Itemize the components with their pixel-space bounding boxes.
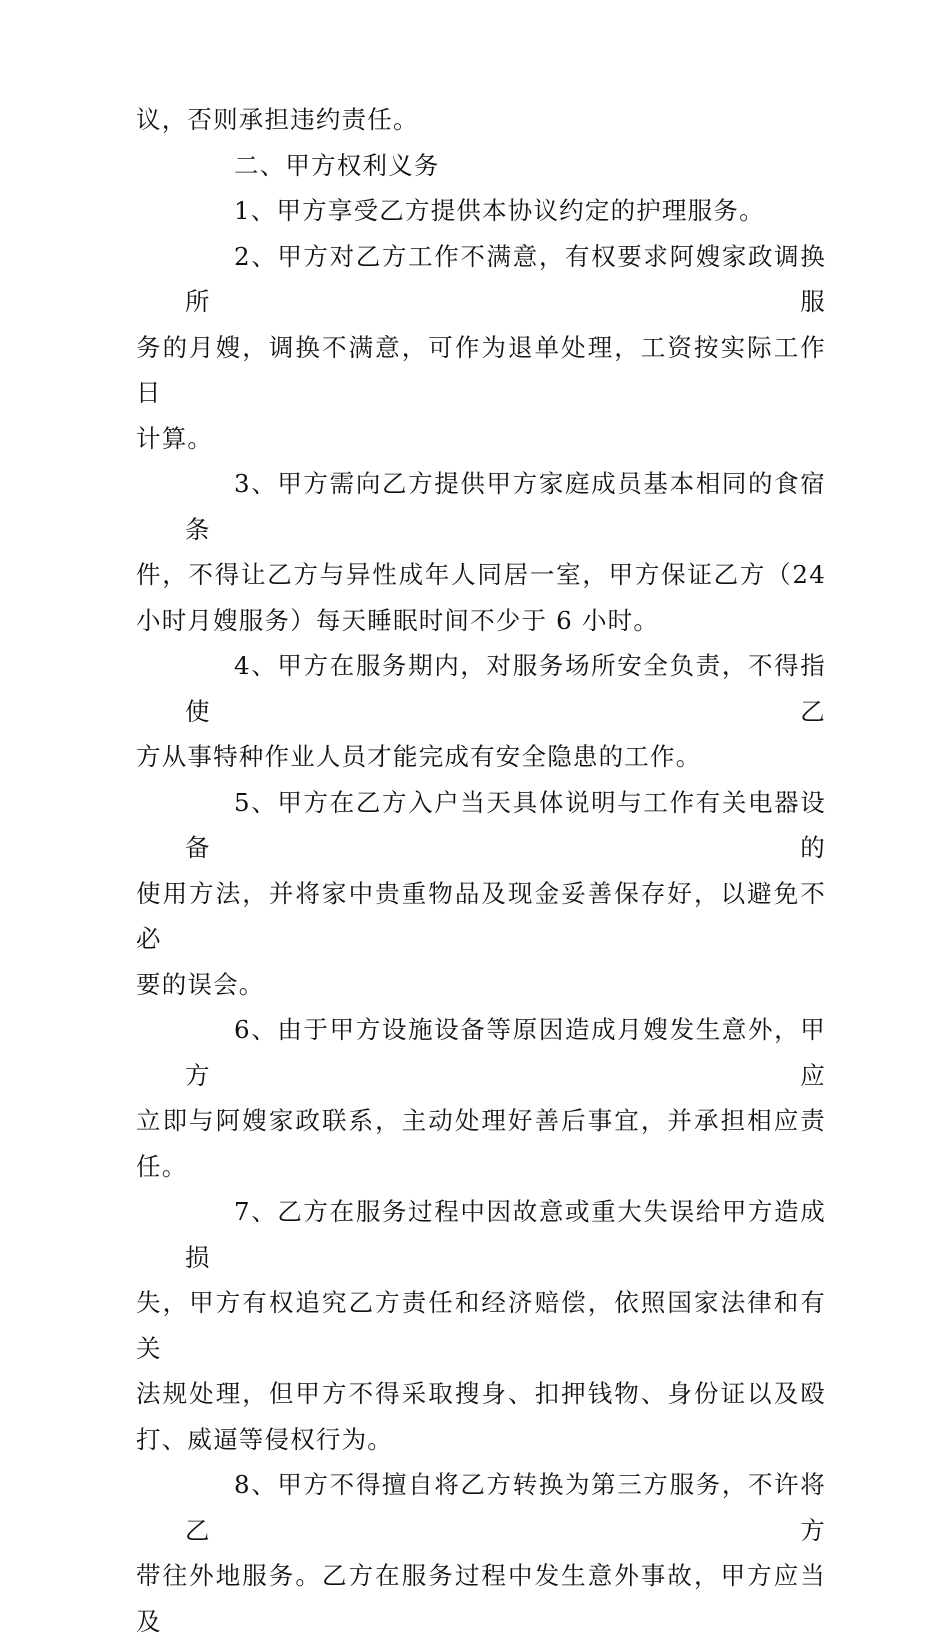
clause-7-line-3: 法规处理，但甲方不得采取搜身、扣押钱物、身份证以及殴 <box>136 1379 826 1408</box>
clause-8-line-1: 8、甲方不得擅自将乙方转换为第三方服务，不许将乙方 <box>185 1470 826 1545</box>
clause-6-line-1: 6、由于甲方设施设备等原因造成月嫂发生意外，甲方应 <box>185 1015 826 1090</box>
clause-2-line-2: 务的月嫂，调换不满意，可作为退单处理，工资按实际工作日 <box>136 332 826 407</box>
clause-5-line-2: 使用方法，并将家中贵重物品及现金妥善保存好，以避免不必 <box>136 878 826 953</box>
section-heading: 二、甲方权利义务 <box>234 150 440 180</box>
clause-3-line-3: 小时月嫂服务）每天睡眠时间不少于 6 小时。 <box>136 605 660 635</box>
clause-8-line-2: 带往外地服务。乙方在服务过程中发生意外事故，甲方应当及 <box>136 1561 826 1636</box>
clause-5-line-1: 5、甲方在乙方入户当天具体说明与工作有关电器设备的 <box>185 787 826 862</box>
clause-7-line-2: 失，甲方有权追究乙方责任和经济赔偿，依照国家法律和有关 <box>136 1288 826 1363</box>
clause-2-line-3: 计算。 <box>136 423 214 453</box>
clause-3-line-2: 件，不得让乙方与异性成年人同居一室，甲方保证乙方（24 <box>136 560 826 589</box>
clause-1: 1、甲方享受乙方提供本协议约定的护理服务。 <box>234 196 765 225</box>
text-line: 议，否则承担违约责任。 <box>136 105 419 134</box>
clause-5-line-3: 要的误会。 <box>136 969 265 999</box>
clause-3-line-1: 3、甲方需向乙方提供甲方家庭成员基本相同的食宿条 <box>185 469 826 544</box>
clause-7-line-1: 7、乙方在服务过程中因故意或重大失误给甲方造成损 <box>185 1197 826 1272</box>
clause-6-line-3: 任。 <box>136 1151 188 1181</box>
clause-6-line-2: 立即与阿嫂家政联系，主动处理好善后事宜，并承担相应责 <box>136 1106 826 1135</box>
clause-4-line-1: 4、甲方在服务期内，对服务场所安全负责，不得指使乙 <box>185 651 826 726</box>
clause-4-line-2: 方从事特种作业人员才能完成有安全隐患的工作。 <box>136 742 702 771</box>
clause-7-line-4: 打、威逼等侵权行为。 <box>136 1424 393 1454</box>
contract-body-text <box>136 97 826 1644</box>
clause-2-line-1: 2、甲方对乙方工作不满意，有权要求阿嫂家政调换所服 <box>185 241 826 316</box>
